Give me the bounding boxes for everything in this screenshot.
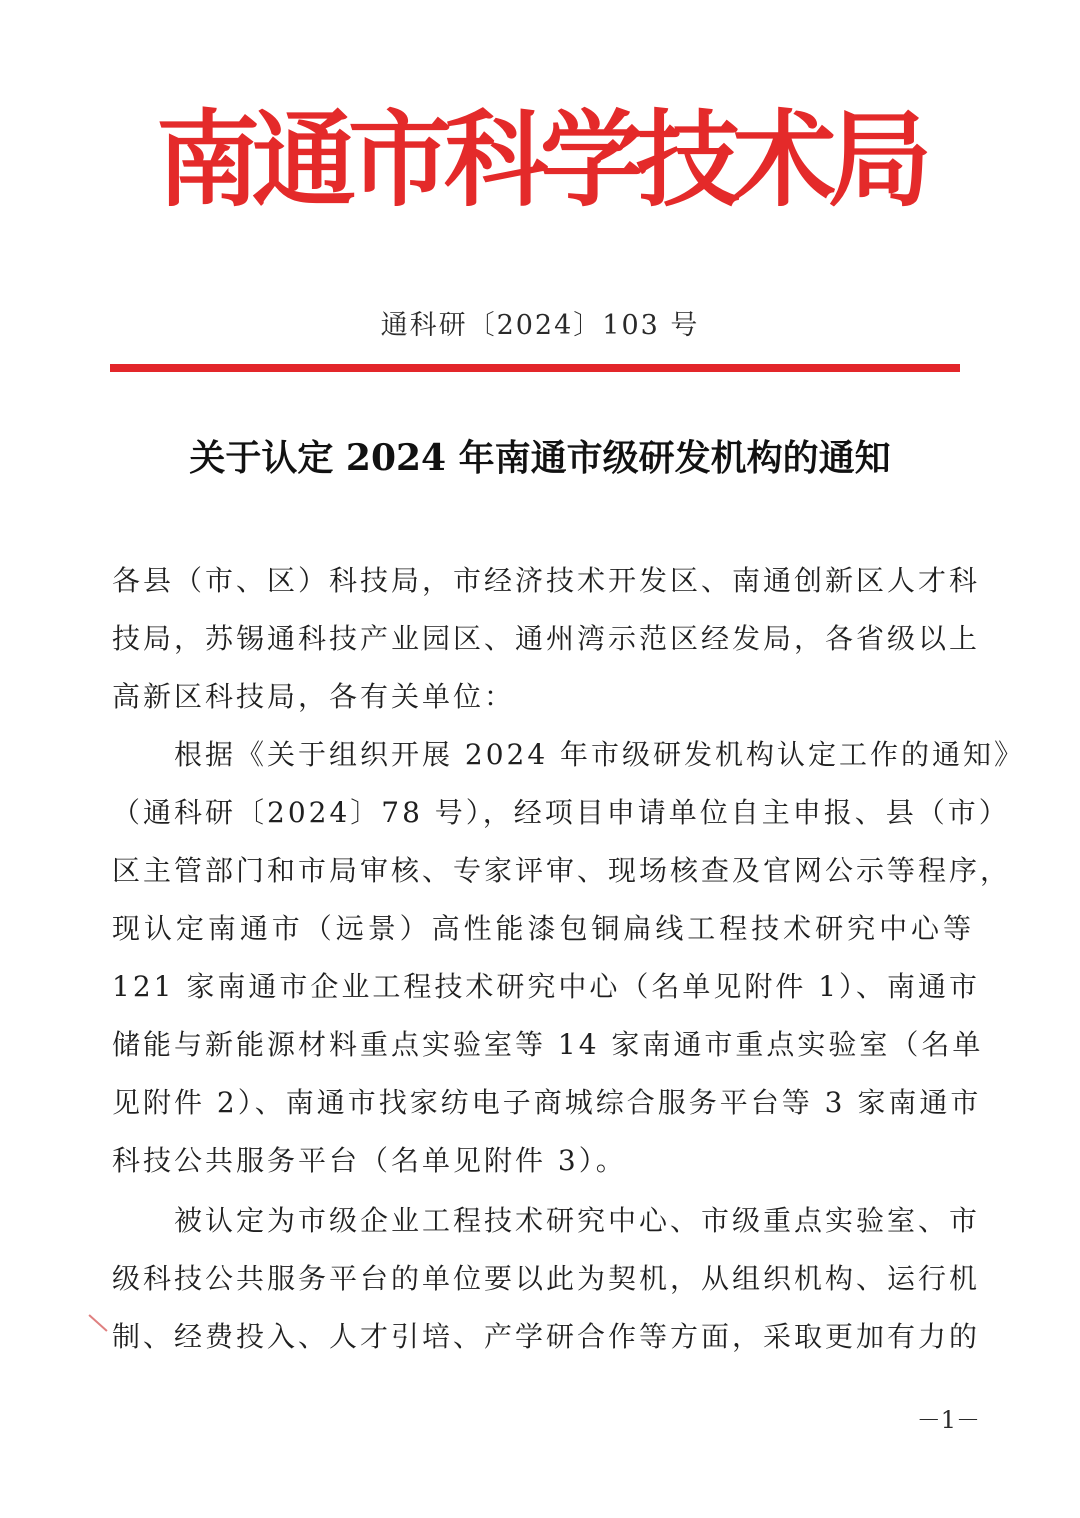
- paragraph-2-line: 制、经费投入、人才引培、产学研合作等方面，采取更加有力的: [112, 1320, 981, 1353]
- paragraph-1-line: 现认定南通市（远景）高性能漆包铜扁线工程技术研究中心等: [112, 912, 974, 945]
- agency-header: 南通市科学技术局: [155, 98, 924, 221]
- paragraph-1-line: 121 家南通市企业工程技术研究中心（名单见附件 1）、南通市: [112, 970, 981, 1003]
- paragraph-1-line: （通科研〔2024〕78 号），经项目申请单位自主申报、县（市）: [112, 796, 1010, 829]
- paragraph-1-line: 根据《关于组织开展 2024 年市级研发机构认定工作的通知》: [174, 738, 1026, 771]
- paragraph-1-line: 见附件 2）、南通市找家纺电子商城综合服务平台等 3 家南通市: [112, 1086, 982, 1119]
- red-divider-rule: [110, 364, 960, 372]
- page-number: －1－: [916, 1406, 980, 1434]
- recipients-line: 技局，苏锡通科技产业园区、通州湾示范区经发局，各省级以上: [112, 622, 981, 655]
- paragraph-1-line: 区主管部门和市局审核、专家评审、现场核查及官网公示等程序，: [112, 854, 1012, 887]
- pen-mark: [88, 1314, 107, 1332]
- recipients-block: [112, 552, 981, 726]
- paragraph-1-line: 科技公共服务平台（名单见附件 3）。: [112, 1144, 627, 1177]
- document-title: 关于认定 2024 年南通市级研发机构的通知: [189, 437, 891, 479]
- paragraph-2: [112, 1192, 981, 1366]
- paragraph-1-line: 储能与新能源材料重点实验室等 14 家南通市重点实验室（名单: [112, 1028, 984, 1061]
- recipients-line: 高新区科技局，各有关单位：: [112, 680, 516, 713]
- paragraph-2-line: 级科技公共服务平台的单位要以此为契机，从组织机构、运行机: [112, 1262, 981, 1295]
- paragraph-1: [112, 726, 1026, 1190]
- paragraph-2-line: 被认定为市级企业工程技术研究中心、市级重点实验室、市: [174, 1204, 981, 1237]
- recipients-line: 各县（市、区）科技局，市经济技术开发区、南通创新区人才科: [112, 564, 981, 597]
- document-number: 通科研〔2024〕103 号: [380, 310, 700, 341]
